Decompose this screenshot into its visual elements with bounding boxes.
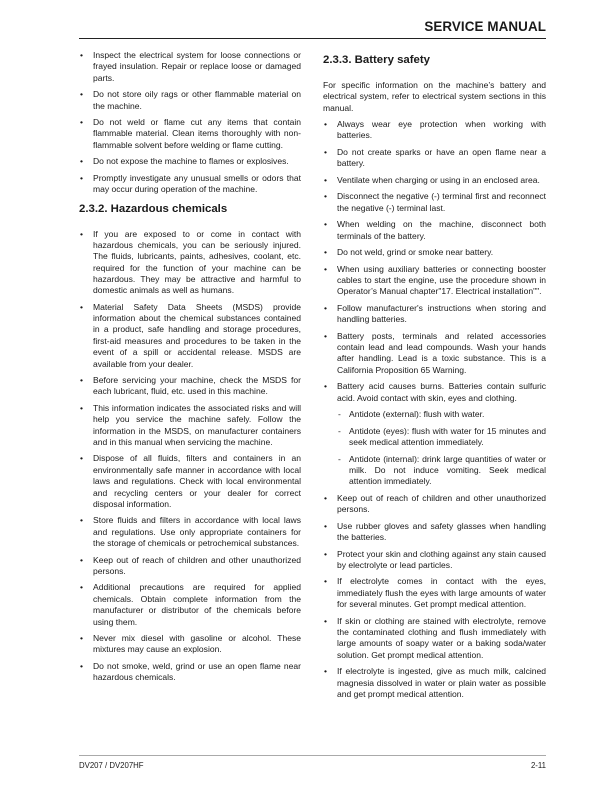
battery-safety-list [323,119,546,700]
antidote-item: - Antidote (external): flush with water. [323,409,546,420]
list-item: • Do not weld or flame cut any items that contain flammable material. Clean items thoroughly with non-flammable solvent before welding or flame cutting. [79,117,301,151]
list-item: • Do not store oily rags or other flammable material on the machine. [79,89,301,112]
antidote-item: - Antidote (eyes): flush with water for 15 minutes and seek medical attention immediately. [323,426,546,449]
list-item: • Inspect the electrical system for loose connections or frayed insulation. Repair or replace loose or damaged parts. [79,50,301,84]
page-header-title: SERVICE MANUAL [424,19,546,34]
battery-intro: For specific information on the machine’s battery and electrical system, refer to electrical system sections in this manual. [323,80,546,113]
list-item: • Material Safety Data Sheets (MSDS) provide information about the chemical substances contained in a product, safe handling and storage procedures, first-aid measures and procedures to be taken in the event of a spill or accidental release. MSDS are available from your dealer. [79,302,301,370]
list-item: • Do not expose the machine to flames or explosives. [79,156,301,167]
list-item: • When welding on the machine, disconnect both terminals of the battery. [323,219,546,242]
list-item: • Ventilate when charging or using in an enclosed area. [323,175,546,186]
list-item: • Never mix diesel with gasoline or alcohol. These mixtures may cause an explosion. [79,633,301,656]
list-item: • If electrolyte comes in contact with the eyes, immediately flush the eyes with large amounts of water for several minutes. Get prompt medical attention. [323,576,546,610]
list-item: • Always wear eye protection when working with batteries. [323,119,546,142]
page-number: 2-11 [530,761,546,770]
list-item: • If you are exposed to or come in contact with hazardous chemicals, you can be seriously injured. The fluids, lubricants, paints, adhesives, coolant, etc. required for the function of your machine can be hazardous. They may be attractive and harmful to domestic animals as well as humans. [79,229,301,297]
list-item: • When using auxiliary batteries or connecting booster cables to start the engine, use the procedure shown in Operator’s Manual chapter"17. Electrical installation"". [323,264,546,298]
list-item: • Battery acid causes burns. Batteries contain sulfuric acid. Avoid contact with skin, eyes and clothing. [323,381,546,404]
left-column [79,50,301,689]
list-item: • Before servicing your machine, check the MSDS for each lubricant, fluid, etc. used in this machine. [79,375,301,398]
header-divider [79,38,546,39]
list-item: • If electrolyte is ingested, give as much milk, calcined magnesia dissolved in water or plain water as possible and get prompt medical attention. [323,666,546,700]
list-item: • Do not create sparks or have an open flame near a battery. [323,147,546,170]
section-heading-battery-safety: 2.3.3. Battery safety [323,54,431,66]
list-item: • Disconnect the negative (-) terminal first and reconnect the negative (-) terminal last. [323,191,546,214]
footer-divider [79,755,546,756]
list-item: • Promptly investigate any unusual smells or odors that may occur during operation of the machine. [79,173,301,196]
list-item: • Keep out of reach of children and other unauthorized persons. [323,493,546,516]
list-item: • Do not weld, grind or smoke near battery. [323,247,546,258]
list-item: • Do not smoke, weld, grind or use an open flame near hazardous chemicals. [79,661,301,684]
list-item: • Battery posts, terminals and related accessories contain lead and lead compounds. Wash your hands after handling. Lead is a toxic substance. This is a California Proposition 65 Warning. [323,331,546,376]
section-heading-hazardous-chemicals: 2.3.2. Hazardous chemicals [79,202,228,215]
list-item: • Keep out of reach of children and other unauthorized persons. [79,555,301,578]
footer-model: DV207 / DV207HF [79,761,144,770]
list-item: • Use rubber gloves and safety glasses when handling the batteries. [323,521,546,544]
right-column [323,50,546,705]
list-item: • If skin or clothing are stained with electrolyte, remove the contaminated clothing and flush immediately with large amounts of soapy water or a baking soda/water solution. Get prompt medical attention. [323,616,546,661]
hazardous-chemicals-list [79,229,301,684]
list-item: • Additional precautions are required for applied chemicals. Obtain complete information from the manufacturer or distributor of the chemicals before using them. [79,582,301,627]
list-item: • Store fluids and filters in accordance with local laws and regulations. Use only appropriate containers for the storage of chemicals or petrochemical substances. [79,515,301,549]
general-safety-list [79,50,301,196]
list-item: • Dispose of all fluids, filters and containers in an environmentally safe manner in accordance with local laws and regulations. Check with local environmental and recycling centers or your dealer for correct disposal information. [79,453,301,510]
list-item: • This information indicates the associated risks and will help you service the machine safely. Follow the information in the MSDS, on manufacturer containers and in this manual when servicing the machine. [79,403,301,448]
list-item: • Protect your skin and clothing against any stain caused by electrolyte or lead particles. [323,549,546,572]
antidote-item: - Antidote (internal): drink large quantities of water or milk. Do not induce vomiting. Seek medical attention immediately. [323,454,546,488]
list-item: • Follow manufacturer's instructions when storing and handling batteries. [323,303,546,326]
